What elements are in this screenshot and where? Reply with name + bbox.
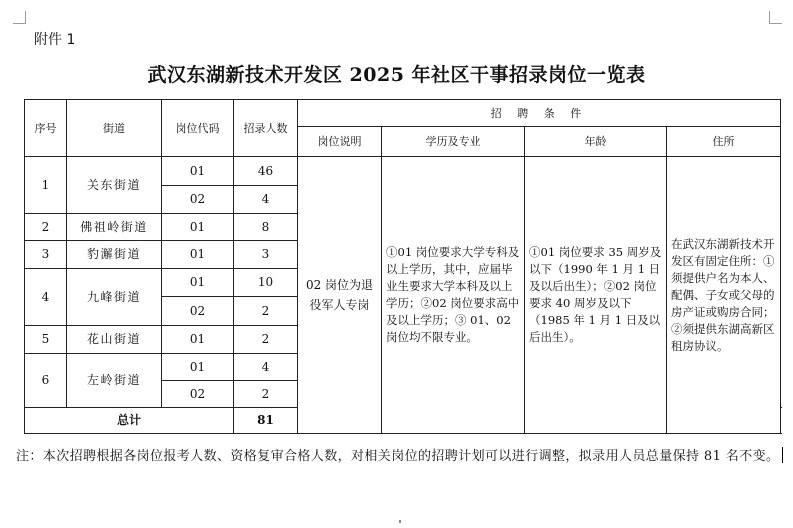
row-hire-count: 2: [234, 326, 298, 354]
text-cursor: [782, 447, 783, 463]
row-hire-count: 2: [234, 381, 298, 408]
row-post-code: 01: [162, 354, 234, 381]
row-hire-count: 8: [234, 214, 298, 241]
post-desc-cell: [298, 157, 382, 434]
education-cell: [382, 157, 525, 434]
residence-text: 在武汉东湖新技术开发区有固定住所：①须提供户名为本人、配偶、子女或父母的房产证或购房合同；②须提供东湖高新区租房协议。: [671, 236, 775, 353]
row-street: 关东街道: [67, 157, 162, 214]
age-text: ①01 岗位要求 35 周岁及以下（1990 年 1 月 1 日及以后出生）；②02 岗位要求 40 周岁及以下（1985 年 1 月 1 日及以后出生）。: [529, 245, 662, 344]
table-row: [25, 157, 781, 186]
row-hire-count: 4: [234, 186, 298, 214]
recruitment-table: [24, 99, 781, 434]
row-seq: 3: [25, 241, 67, 269]
row-hire-count: 3: [234, 241, 298, 269]
row-seq: 1: [25, 157, 67, 214]
header-hire-count: 招录人数: [234, 100, 298, 157]
residence-cell: [667, 157, 781, 434]
row-post-code: 02: [162, 186, 234, 214]
total-label: 总计: [25, 408, 234, 434]
crop-mark-top-right: [769, 11, 782, 24]
crop-mark-top-left: [13, 11, 26, 24]
header-seq: 序号: [25, 100, 67, 157]
education-text: ①01 岗位要求大学专科及以上学历，其中，应届毕业生要求大学本科及以上学历；②02 岗位要求高中及以上学历；③ 01、02 岗位均不限专业。: [386, 245, 520, 344]
row-post-code: 01: [162, 157, 234, 186]
age-cell: [525, 157, 667, 434]
header-education: 学历及专业: [382, 127, 525, 157]
header-row-1: [25, 100, 781, 127]
header-age: 年龄: [525, 127, 667, 157]
row-hire-count: 2: [234, 297, 298, 326]
header-residence: 住所: [667, 127, 781, 157]
row-hire-count: 4: [234, 354, 298, 381]
row-seq: 5: [25, 326, 67, 354]
row-post-code: 02: [162, 297, 234, 326]
appendix-label: 附件 1: [34, 32, 76, 48]
row-street: 左岭街道: [67, 354, 162, 408]
row-post-code: 01: [162, 326, 234, 354]
post-desc-text: 02 岗位为退役军人专岗: [305, 278, 374, 312]
page-mark: [399, 520, 401, 523]
row-hire-count: 10: [234, 269, 298, 297]
row-street: 九峰街道: [67, 269, 162, 326]
header-post-desc: 岗位说明: [298, 127, 382, 157]
row-post-code: 01: [162, 241, 234, 269]
footnote-text: 注：本次招聘根据各岗位报考人数、资格复审合格人数，对相关岗位的招聘计划可以进行调整，拟录用人员总量保持 81 名不变。: [16, 449, 780, 464]
header-street: 街道: [67, 100, 162, 157]
row-seq: 6: [25, 354, 67, 408]
row-street: 花山街道: [67, 326, 162, 354]
row-seq: 2: [25, 214, 67, 241]
row-post-code: 01: [162, 269, 234, 297]
row-hire-count: 46: [234, 157, 298, 186]
row-street: 佛祖岭街道: [67, 214, 162, 241]
row-seq: 4: [25, 269, 67, 326]
document-title: 武汉东湖新技术开发区 2025 年社区干事招录岗位一览表: [147, 64, 646, 86]
row-street: 豹澥街道: [67, 241, 162, 269]
row-post-code: 02: [162, 381, 234, 408]
total-value: 81: [234, 408, 298, 434]
footnote: [16, 443, 786, 470]
header-post-code: 岗位代码: [162, 100, 234, 157]
header-conditions: 招 聘 条 件: [298, 100, 781, 127]
row-post-code: 01: [162, 214, 234, 241]
